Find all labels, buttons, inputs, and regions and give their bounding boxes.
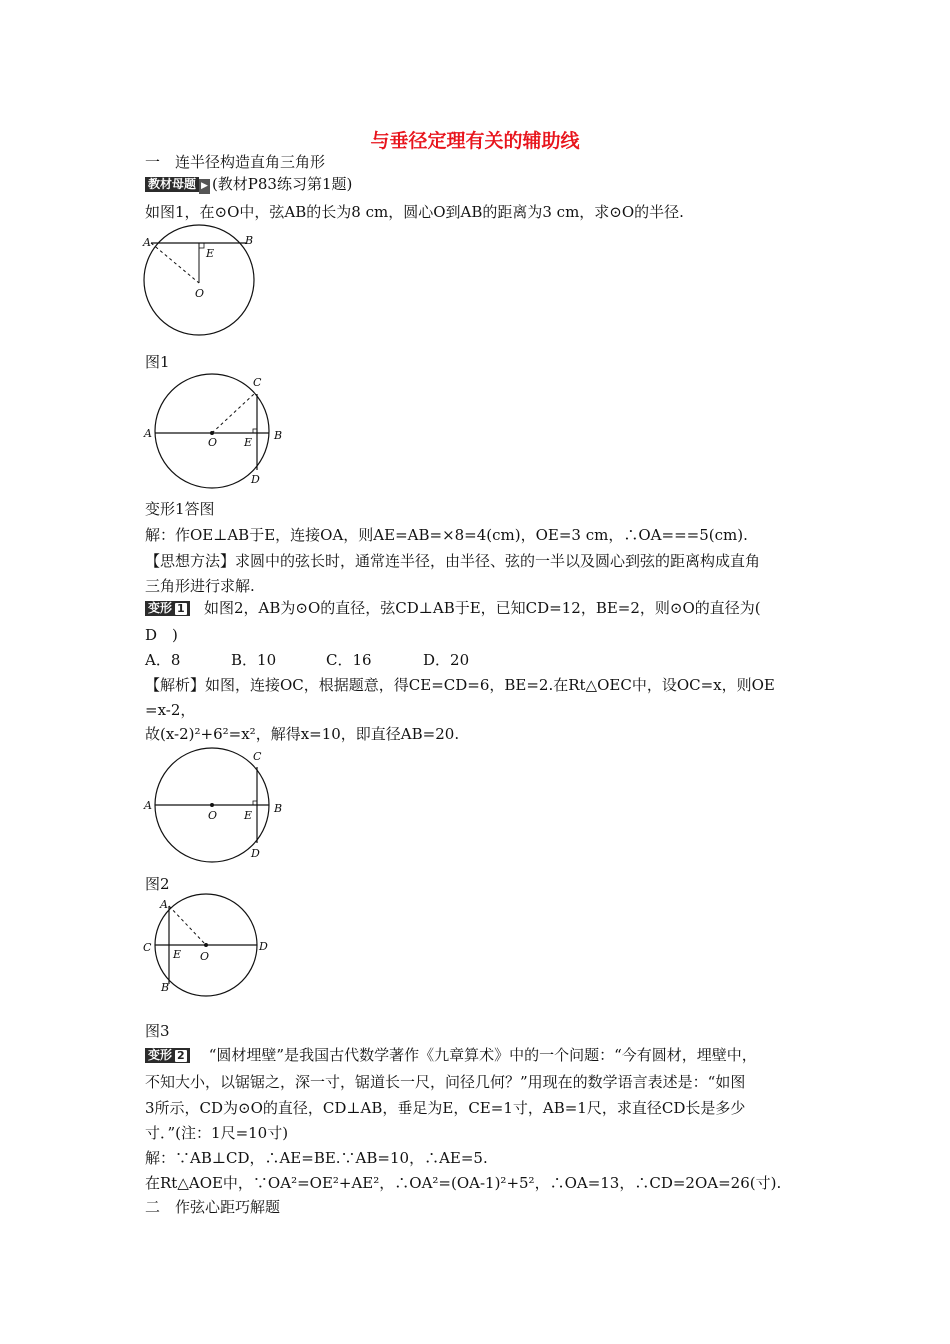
problem-1-text: 如图1，在⊙O中，弦AB的长为8 cm，圆心O到AB的距离为3 cm，求⊙O的半径.: [145, 203, 684, 221]
fig3-label-e: E: [173, 948, 182, 961]
fig3-label-b: B: [161, 981, 170, 994]
variant-1-analysis-line-3: 故(x-2)²+6²=x²，解得x=10，即直径AB=20.: [145, 725, 460, 743]
fig1-right-angle-mark: [199, 243, 204, 248]
option-d: D．20: [423, 651, 470, 669]
fig1-label-a: A: [143, 236, 151, 249]
variant-1-analysis-line-2: =x-2，: [145, 701, 196, 719]
fig1-label-b: B: [245, 234, 254, 247]
variant-1-question: [145, 599, 761, 617]
figure-1: [140, 225, 270, 340]
variant-2-line-3: 3所示，CD为⊙O的直径，CD⊥AB，垂足为E，CE=1寸，AB=1尺，求直径CD长是多少: [145, 1099, 746, 1117]
fig3-dashed-oa: [169, 906, 206, 945]
figure-1-caption: 图1: [145, 353, 170, 371]
figv1-dashed-oc: [212, 394, 254, 433]
figure-variant-1-caption: 变形1答图: [145, 500, 215, 518]
fig1-label-e: E: [206, 247, 215, 260]
main-problem-source: [145, 175, 352, 194]
figure-variant-1-answer: [140, 372, 290, 490]
main-problem-badge: 教材母题: [145, 177, 199, 192]
fig3-label-o: O: [200, 950, 210, 963]
fig3-center-dot: [204, 943, 208, 947]
fig2-label-e: E: [244, 809, 253, 822]
option-b: B．10: [231, 651, 277, 669]
variant-1-badge: [145, 601, 190, 616]
fig2-label-d: D: [251, 847, 260, 860]
variant-2-solution-1: 解：∵AB⊥CD，∴AE=BE.∵AB=10，∴AE=5.: [145, 1149, 488, 1167]
figv1-label-a: A: [144, 427, 152, 440]
variant-2-badge-number: 2: [177, 1049, 185, 1062]
fig1-dashed-oa: [151, 243, 199, 283]
figv1-label-d: D: [251, 473, 260, 486]
method-note-line-2: 三角形进行求解.: [145, 577, 255, 595]
section-heading-1: 一 连半径构造直角三角形: [145, 153, 326, 171]
variant-2-line-2: 不知大小，以锯锯之，深一寸，锯道长一尺，问径几何？”用现在的数学语言表述是：“如图: [145, 1073, 746, 1091]
figv1-label-b: B: [274, 429, 283, 442]
variant-2-line-4: 寸．”(注：1尺=10寸): [145, 1124, 289, 1142]
fig2-label-b: B: [274, 802, 283, 815]
main-problem-source-text: (教材P83练习第1题): [211, 175, 353, 193]
variant-1-analysis-line-1: 【解析】如图，连接OC，根据题意，得CE=CD=6，BE=2.在Rt△OEC中，设OC=x，则OE: [145, 676, 775, 694]
fig2-label-c: C: [253, 750, 262, 763]
variant-2-line-1-text: “圆材埋壁”是我国古代数学著作《九章算术》中的一个问题：“今有圆材，埋壁中，: [208, 1046, 757, 1064]
figv1-label-c: C: [253, 376, 262, 389]
figure-2: [140, 745, 290, 863]
figv1-center-dot: [210, 431, 214, 435]
page-title: 与垂径定理有关的辅助线: [370, 130, 580, 152]
figv1-label-e: E: [244, 436, 253, 449]
method-note-line-1: 【思想方法】求圆中的弦长时，通常连半径，由半径、弦的一半以及圆心到弦的距离构成直角: [145, 552, 761, 570]
variant-1-badge-number: 1: [177, 602, 185, 615]
figure-2-caption: 图2: [145, 875, 170, 893]
fig2-center-dot: [210, 803, 214, 807]
variant-2-solution-2: 在Rt△AOE中，∵OA²=OE²+AE²，∴OA²=(OA-1)²+5²，∴OA=13，∴CD=2OA=26(寸).: [145, 1174, 782, 1192]
option-a: A．8: [145, 651, 181, 669]
fig2-label-o: O: [208, 809, 218, 822]
figure-3: [140, 893, 275, 1003]
variant-1-badge-label: 变形: [148, 601, 173, 615]
variant-2-line-1: [145, 1046, 757, 1064]
figv1-label-o: O: [208, 436, 218, 449]
fig3-label-d: D: [259, 940, 268, 953]
play-arrow-icon: ▶: [199, 179, 210, 194]
variant-1-answer: D ): [145, 626, 178, 644]
fig2-label-a: A: [144, 799, 152, 812]
fig1-label-o: O: [195, 287, 205, 300]
fig3-label-a: A: [160, 898, 168, 911]
variant-2-badge-label: 变形: [148, 1048, 173, 1062]
option-c: C．16: [326, 651, 372, 669]
fig3-label-c: C: [143, 941, 152, 954]
section-heading-2: 二 作弦心距巧解题: [145, 1198, 281, 1216]
solution-1: 解：作OE⊥AB于E，连接OA，则AE=AB=×8=4(cm)，OE=3 cm，∴OA===5(cm).: [145, 526, 748, 544]
variant-2-badge: [145, 1048, 190, 1063]
figv1-right-angle-mark: [253, 429, 257, 433]
variant-1-question-text: 如图2，AB为⊙O的直径，弦CD⊥AB于E，已知CD=12，BE=2，则⊙O的直径为(: [203, 599, 761, 617]
figure-3-caption: 图3: [145, 1022, 170, 1040]
